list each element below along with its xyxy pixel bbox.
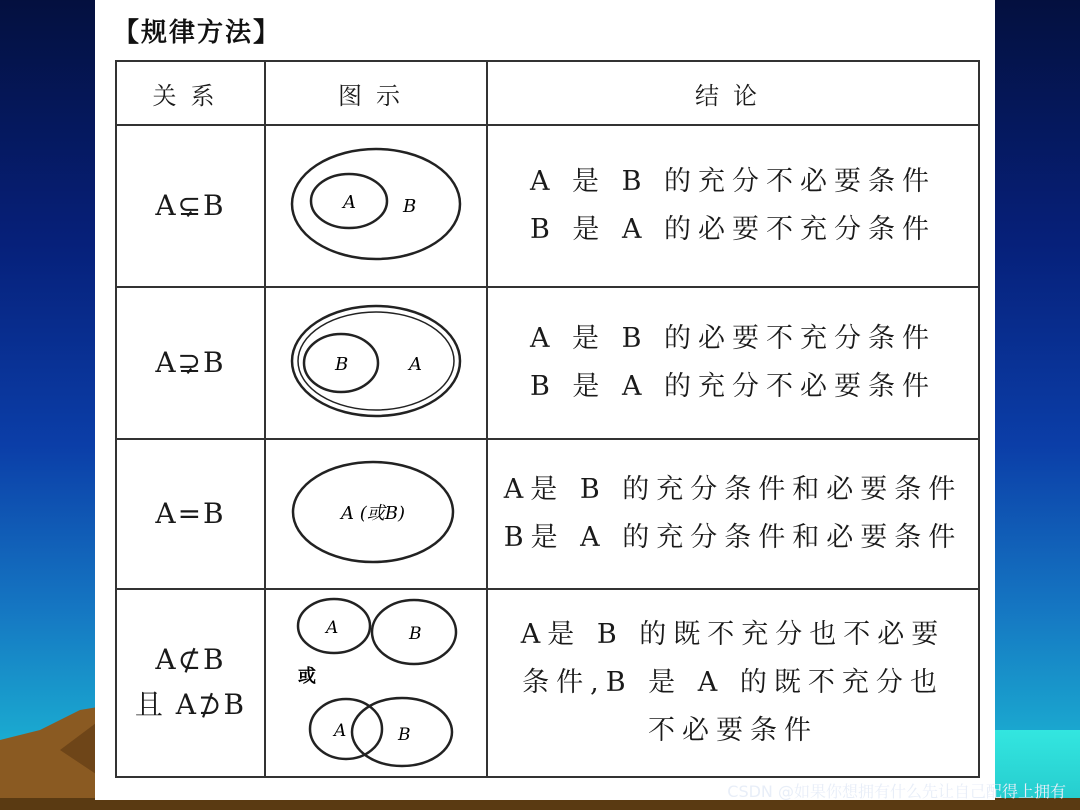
- header-conclusion: 结论: [487, 61, 979, 125]
- table-header-row: [116, 61, 979, 125]
- conclusion-line: A 是 B 的充分不必要条件: [529, 166, 937, 197]
- watermark-text: CSDN @如果你想拥有什么先让自己配得上拥有: [727, 782, 1066, 801]
- header-relation: 关系: [116, 61, 265, 125]
- relation-cell: [116, 287, 265, 439]
- conclusion-line: 不必要条件: [648, 715, 818, 746]
- conclusion-cell: [487, 589, 979, 777]
- relation-text: A⊋B: [155, 345, 226, 379]
- outer-set-label: A: [409, 354, 422, 375]
- conclusion-line: 条件,B 是 A 的既不充分也: [522, 667, 944, 698]
- inner-set-label: B: [335, 354, 349, 375]
- venn-nested-diagram: [281, 144, 471, 264]
- set-a-label: A: [334, 720, 347, 741]
- table-row: [116, 439, 979, 589]
- page-title: 【规律方法】: [113, 18, 282, 48]
- conclusion-line: B 是 A 的充分不必要条件: [529, 371, 937, 402]
- conclusion-line: A是 B 的充分条件和必要条件: [503, 474, 963, 505]
- slide-page: [95, 0, 995, 800]
- table-row: [116, 125, 979, 287]
- relation-text: A⊊B: [155, 188, 226, 222]
- relation-cell: [116, 439, 265, 589]
- or-label: 或: [298, 665, 316, 687]
- conclusion-line: B是 A 的充分条件和必要条件: [503, 522, 963, 553]
- relation-cell: [116, 125, 265, 287]
- venn-disjoint-overlap-diagram: [276, 594, 476, 769]
- conclusion-line: A 是 B 的必要不充分条件: [529, 323, 937, 354]
- conclusion-line: B 是 A 的必要不充分条件: [529, 214, 937, 245]
- conclusion-cell: [487, 125, 979, 287]
- header-figure: 图示: [265, 61, 487, 125]
- outer-set-label: B: [403, 196, 417, 217]
- conclusion-cell: [487, 287, 979, 439]
- set-b-label: B: [398, 724, 411, 745]
- set-a-label: A: [326, 617, 339, 638]
- set-label: A (或B): [341, 503, 405, 524]
- relation-text: 且 A⊅B: [134, 688, 247, 721]
- conclusion-cell: [487, 439, 979, 589]
- set-b-label: B: [409, 623, 422, 644]
- figure-cell: [265, 287, 487, 439]
- inner-set-label: A: [343, 192, 356, 213]
- rules-table: [115, 60, 980, 778]
- figure-cell: [265, 125, 487, 287]
- conclusion-line: A是 B 的既不充分也不必要: [520, 619, 946, 650]
- figure-cell: [265, 439, 487, 589]
- venn-nested-diagram: [281, 301, 471, 421]
- table-row: [116, 589, 979, 777]
- relation-text: A=B: [155, 496, 226, 530]
- table-row: [116, 287, 979, 439]
- venn-single-diagram: [281, 452, 471, 572]
- figure-cell: [265, 589, 487, 777]
- relation-text: A⊄B: [155, 643, 226, 677]
- relation-cell: [116, 589, 265, 777]
